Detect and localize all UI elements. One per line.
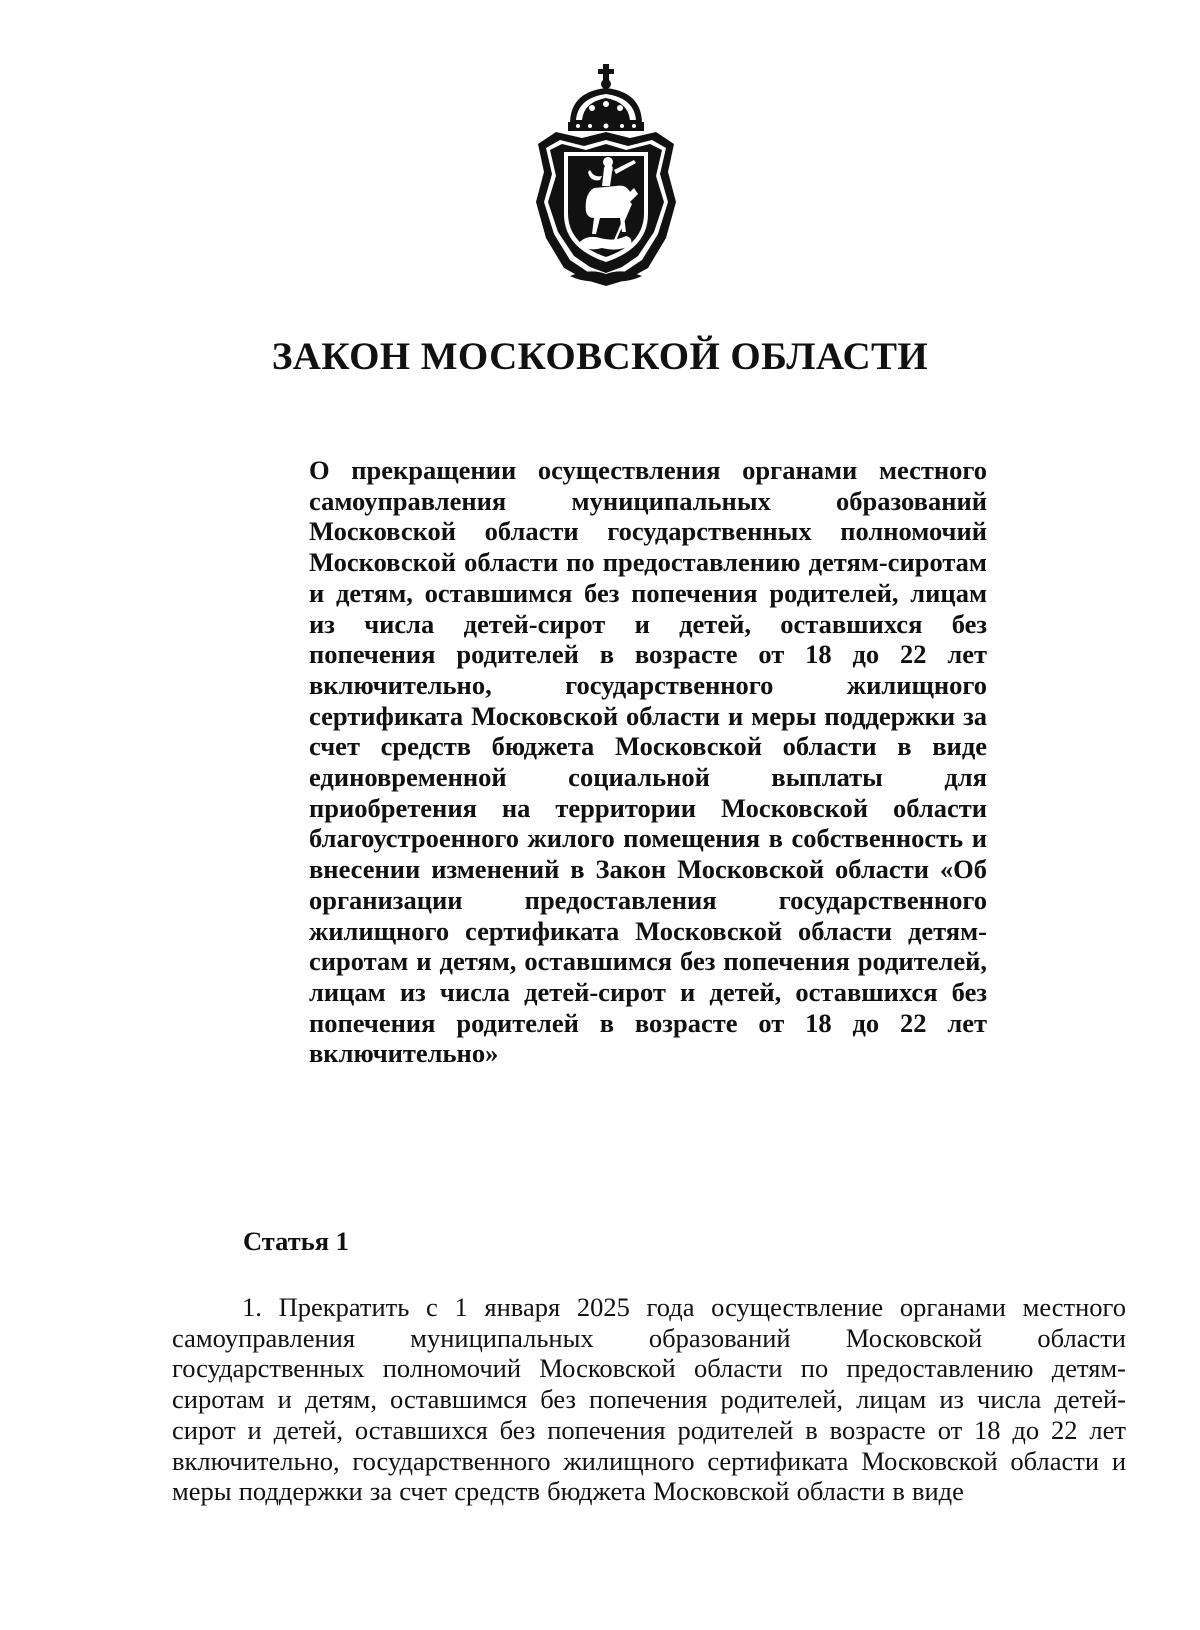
- law-subject: О прекращении осуществления органами местного самоуправления муниципальных образований Московской области государственных полномочий Московской области по предоставлению детям-сиротам и детям, оставшимся без попечения родителей, лицам из числа детей-сирот и детей, оставшихся без попечения родителей в возрасте от 18 до 22 лет включительно, государственного жилищного сертификата Московской области и меры поддержки за счет средств бюджета Московской области в виде единовременной социальной выплаты для приобретения на территории Московской области благоустроенного жилого помещения в собственность и внесении изменений в Закон Московской области «Об организации предоставления государственного жилищного сертификата Московской области детям-сиротам и детям, оставшимся без попечения родителей, лицам из числа детей-сирот и детей, оставшихся без попечения родителей в возрасте от 18 до 22 лет включительно»: [309, 455, 987, 1069]
- article-heading: Статья 1: [243, 1226, 349, 1256]
- article-paragraph: 1. Прекратить с 1 января 2025 года осуществление органами местного самоуправления муниципальных образований Московской области государственных полномочий Московской области по предоставлению детям-сиротам и детям, оставшимся без попечения родителей, лицам из числа детей-сирот и детей, оставшихся без попечения родителей в возрасте от 18 до 22 лет включительно, государственного жилищного сертификата Московской области и меры поддержки за счет средств бюджета Московской области в виде: [172, 1292, 1126, 1507]
- moscow-oblast-coat-of-arms-icon: [530, 62, 682, 288]
- law-title: ЗАКОН МОСКОВСКОЙ ОБЛАСТИ: [271, 335, 929, 378]
